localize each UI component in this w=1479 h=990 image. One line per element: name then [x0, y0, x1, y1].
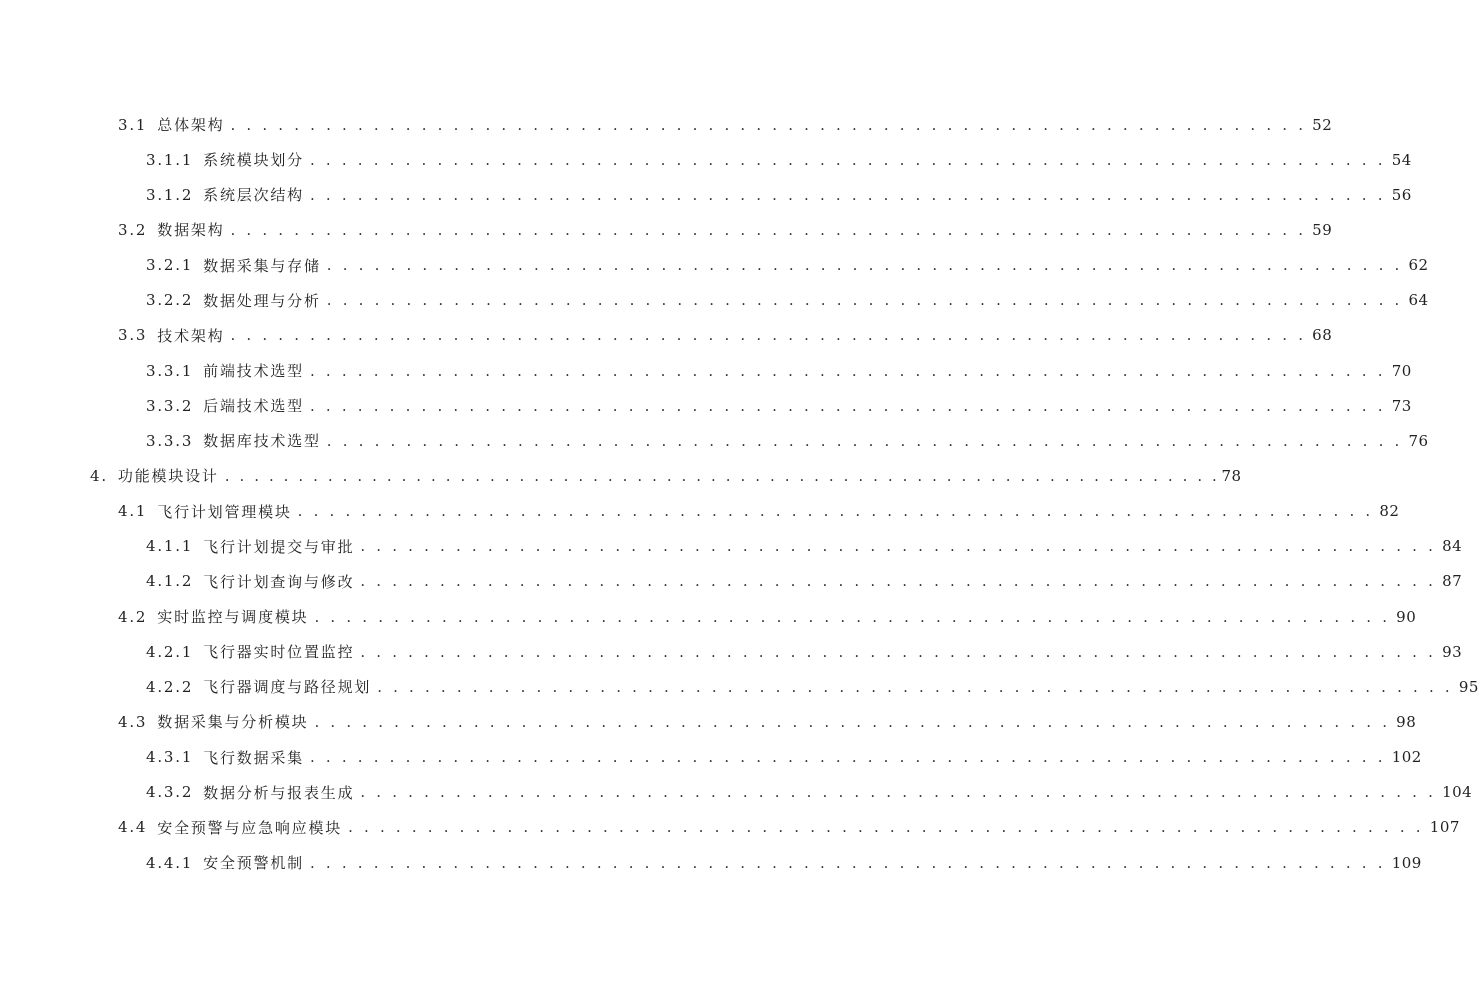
- toc-entry-number: 4.4: [118, 818, 148, 837]
- toc-dot-leader: . . . . . . . . . . . . . . . . . . . . . . . . . . . . . . . . . . . . . . . . . . . . . . . . . . . . . . . . . . . . . . . . . . . .: [326, 291, 1403, 310]
- toc-entry-number: 4.4.1: [146, 853, 194, 872]
- toc-dot-leader: . . . . . . . . . . . . . . . . . . . . . . . . . . . . . . . . . . . . . . . . . . . . . . . . . . . . . . . . . . . . . . . . . . . .: [314, 607, 1391, 626]
- toc-entry[interactable]: [0, 177, 1412, 212]
- toc-entry-number: 4.3.2: [146, 783, 194, 802]
- toc-entry-page-number: 73: [1391, 396, 1412, 415]
- toc-entry-title: 系统模块划分: [203, 151, 304, 170]
- toc-entry-number: 4.2.2: [146, 677, 194, 696]
- toc-entry-number: 4.1.1: [146, 537, 194, 556]
- toc-dot-leader: . . . . . . . . . . . . . . . . . . . . . . . . . . . . . . . . . . . . . . . . . . . . . . . . . . . . . . . . . . . . . . . . . . . .: [360, 642, 1437, 661]
- toc-entry-number: 3.1: [118, 115, 148, 134]
- toc-dot-leader: . . . . . . . . . . . . . . . . . . . . . . . . . . . . . . . . . . . . . . . . . . . . . . . . . . . . . . . . . . . . . . . . . . . .: [326, 431, 1403, 450]
- toc-dot-leader: . . . . . . . . . . . . . . . . . . . . . . . . . . . . . . . . . . . . . . . . . . . . . . . . . . . . . . . . . . . . . . . . . . . .: [309, 853, 1386, 872]
- toc-entry[interactable]: [0, 564, 1463, 599]
- toc-entry-page-number: 93: [1442, 642, 1463, 661]
- toc-entry-title: 功能模块设计: [117, 467, 219, 486]
- toc-entry[interactable]: [0, 529, 1463, 564]
- toc-entry[interactable]: [0, 107, 1333, 142]
- toc-entry-number: 3.2.1: [146, 256, 194, 275]
- toc-entry-page-number: 78: [1221, 466, 1242, 485]
- toc-entry[interactable]: [0, 458, 1242, 493]
- toc-dot-leader: . . . . . . . . . . . . . . . . . . . . . . . . . . . . . . . . . . . . . . . . . . . . . . . . . . . . . . . . . . . . . . . . . . . .: [309, 185, 1386, 204]
- toc-entry-number: 4.1.2: [146, 572, 194, 591]
- toc-entry-number: 3.2: [118, 220, 148, 239]
- toc-dot-leader: . . . . . . . . . . . . . . . . . . . . . . . . . . . . . . . . . . . . . . . . . . . . . . . . . . . . . . . . . . . . . . . . . . . .: [309, 361, 1386, 380]
- toc-entry-page-number: 76: [1408, 431, 1429, 450]
- toc-entry[interactable]: [0, 353, 1412, 388]
- toc-dot-leader: . . . . . . . . . . . . . . . . . . . . . . . . . . . . . . . . . . . . . . . . . . . . . . . . . . . . . . . . . . . . . . . . . . . .: [297, 502, 1374, 521]
- toc-entry-number: 3.2.2: [146, 291, 194, 310]
- toc-entry-title: 数据库技术选型: [203, 432, 321, 451]
- toc-entry[interactable]: [0, 142, 1412, 177]
- toc-entry[interactable]: [0, 704, 1417, 739]
- toc-dot-leader: . . . . . . . . . . . . . . . . . . . . . . . . . . . . . . . . . . . . . . . . . . . . . . . . . . . . . . . . . . . . . . . . . . . .: [230, 115, 1307, 134]
- toc-entry-number: 4.2.1: [146, 642, 194, 661]
- toc-entry-page-number: 104: [1442, 783, 1473, 802]
- toc-entry-title: 数据处理与分析: [203, 291, 321, 310]
- toc-entry-number: 4.3.1: [146, 748, 194, 767]
- toc-entry-title: 前端技术选型: [203, 362, 304, 381]
- toc-entry-number: 4.: [90, 466, 108, 485]
- toc-dot-leader: . . . . . . . . . . . . . . . . . . . . . . . . . . . . . . . . . . . . . . . . . . . . . . . . . . . . . . . . . . . . . . . . . . . .: [326, 256, 1403, 275]
- toc-entry-page-number: 107: [1429, 818, 1460, 837]
- toc-dot-leader: . . . . . . . . . . . . . . . . . . . . . . . . . . . . . . . . . . . . . . . . . . . . . . . . . . . . . . . . . . . . . . . . . . . .: [224, 466, 1220, 485]
- toc-dot-leader: . . . . . . . . . . . . . . . . . . . . . . . . . . . . . . . . . . . . . . . . . . . . . . . . . . . . . . . . . . . . . . . . . . . .: [230, 220, 1307, 239]
- toc-entry-page-number: 87: [1442, 572, 1463, 591]
- toc-entry[interactable]: [0, 669, 1479, 704]
- toc-entry-title: 飞行计划提交与审批: [203, 537, 355, 556]
- toc-entry[interactable]: [0, 775, 1473, 810]
- table-of-contents: [0, 107, 1479, 880]
- toc-dot-leader: . . . . . . . . . . . . . . . . . . . . . . . . . . . . . . . . . . . . . . . . . . . . . . . . . . . . . . . . . . . . . . . . . . . .: [360, 572, 1437, 591]
- toc-entry[interactable]: [0, 599, 1417, 634]
- toc-entry-number: 3.1.2: [146, 185, 194, 204]
- toc-entry-number: 3.3: [118, 326, 148, 345]
- toc-entry-number: 3.3.1: [146, 361, 194, 380]
- toc-entry[interactable]: [0, 283, 1429, 318]
- toc-entry-title: 总体架构: [157, 116, 225, 135]
- toc-entry[interactable]: [0, 423, 1429, 458]
- toc-entry-title: 数据架构: [157, 221, 225, 240]
- toc-dot-leader: . . . . . . . . . . . . . . . . . . . . . . . . . . . . . . . . . . . . . . . . . . . . . . . . . . . . . . . . . . . . . . . . . . . .: [230, 326, 1307, 345]
- toc-entry[interactable]: [0, 810, 1460, 845]
- toc-entry[interactable]: [0, 845, 1422, 880]
- toc-entry-page-number: 68: [1312, 326, 1333, 345]
- toc-dot-leader: . . . . . . . . . . . . . . . . . . . . . . . . . . . . . . . . . . . . . . . . . . . . . . . . . . . . . . . . . . . . . . . . . . . .: [309, 748, 1386, 767]
- toc-entry-page-number: 62: [1408, 256, 1429, 275]
- toc-entry-title: 数据采集与存储: [203, 256, 321, 275]
- toc-dot-leader: . . . . . . . . . . . . . . . . . . . . . . . . . . . . . . . . . . . . . . . . . . . . . . . . . . . . . . . . . . . . . . . . . . . .: [309, 150, 1386, 169]
- toc-entry-number: 4.2: [118, 607, 148, 626]
- toc-entry-number: 4.1: [118, 502, 148, 521]
- toc-dot-leader: . . . . . . . . . . . . . . . . . . . . . . . . . . . . . . . . . . . . . . . . . . . . . . . . . . . . . . . . . . . . . . . . . . . .: [314, 712, 1391, 731]
- toc-dot-leader: . . . . . . . . . . . . . . . . . . . . . . . . . . . . . . . . . . . . . . . . . . . . . . . . . . . . . . . . . . . . . . . . . . . .: [309, 396, 1386, 415]
- toc-entry-page-number: 70: [1391, 361, 1412, 380]
- toc-entry-title: 系统层次结构: [203, 186, 304, 205]
- toc-entry-page-number: 52: [1312, 115, 1333, 134]
- toc-entry-number: 4.3: [118, 712, 148, 731]
- toc-dot-leader: . . . . . . . . . . . . . . . . . . . . . . . . . . . . . . . . . . . . . . . . . . . . . . . . . . . . . . . . . . . . . . . . . . . .: [348, 818, 1424, 837]
- toc-entry-page-number: 95: [1458, 677, 1479, 696]
- toc-dot-leader: . . . . . . . . . . . . . . . . . . . . . . . . . . . . . . . . . . . . . . . . . . . . . . . . . . . . . . . . . . . . . . . . . . . .: [360, 537, 1437, 556]
- toc-entry[interactable]: [0, 248, 1429, 283]
- toc-entry-title: 后端技术选型: [203, 397, 304, 416]
- toc-entry-page-number: 98: [1396, 712, 1417, 731]
- toc-entry-page-number: 90: [1396, 607, 1417, 626]
- toc-entry[interactable]: [0, 388, 1412, 423]
- toc-entry-number: 3.3.2: [146, 396, 194, 415]
- toc-entry-title: 数据采集与分析模块: [157, 713, 309, 732]
- toc-entry[interactable]: [0, 212, 1333, 247]
- toc-entry-title: 实时监控与调度模块: [157, 608, 309, 627]
- toc-entry-page-number: 64: [1408, 291, 1429, 310]
- toc-entry-page-number: 84: [1442, 537, 1463, 556]
- toc-entry[interactable]: [0, 318, 1333, 353]
- toc-entry[interactable]: [0, 634, 1463, 669]
- toc-entry-page-number: 82: [1379, 502, 1400, 521]
- toc-entry-title: 飞行器实时位置监控: [203, 643, 355, 662]
- toc-entry-title: 数据分析与报表生成: [203, 783, 355, 802]
- toc-entry-page-number: 102: [1391, 748, 1422, 767]
- toc-entry-title: 飞行数据采集: [203, 748, 304, 767]
- toc-entry-number: 3.3.3: [146, 431, 194, 450]
- toc-dot-leader: . . . . . . . . . . . . . . . . . . . . . . . . . . . . . . . . . . . . . . . . . . . . . . . . . . . . . . . . . . . . . . . . . . . .: [360, 783, 1437, 802]
- toc-entry[interactable]: [0, 494, 1400, 529]
- toc-entry-title: 飞行计划查询与修改: [203, 572, 355, 591]
- toc-entry-title: 技术架构: [157, 326, 225, 345]
- toc-entry-title: 飞行器调度与路径规划: [203, 678, 372, 697]
- toc-dot-leader: . . . . . . . . . . . . . . . . . . . . . . . . . . . . . . . . . . . . . . . . . . . . . . . . . . . . . . . . . . . . . . . . . . . .: [377, 677, 1453, 696]
- toc-entry-number: 3.1.1: [146, 150, 194, 169]
- toc-entry-page-number: 109: [1391, 853, 1422, 872]
- toc-entry-title: 安全预警与应急响应模块: [157, 818, 343, 837]
- toc-entry-title: 飞行计划管理模块: [157, 502, 292, 521]
- toc-entry-page-number: 54: [1391, 150, 1412, 169]
- toc-entry[interactable]: [0, 740, 1422, 775]
- toc-entry-page-number: 56: [1391, 185, 1412, 204]
- toc-entry-title: 安全预警机制: [203, 854, 304, 873]
- toc-entry-page-number: 59: [1312, 220, 1333, 239]
